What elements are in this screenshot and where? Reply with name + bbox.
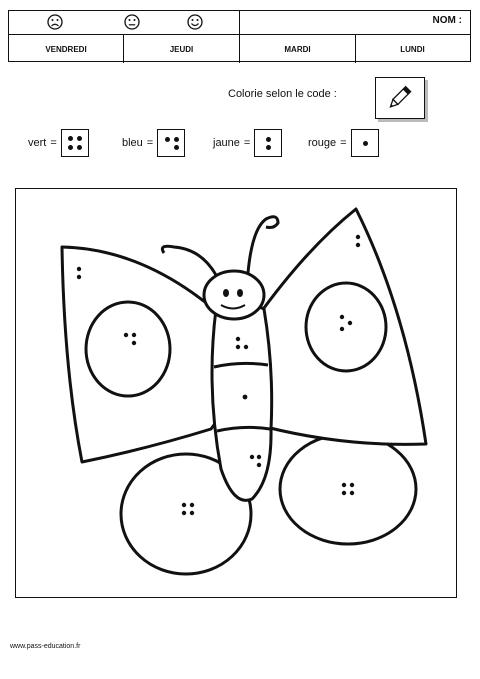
lower-right-wing xyxy=(280,434,416,544)
day-vendredi: VENDREDI xyxy=(9,35,124,63)
name-label: NOM : xyxy=(432,15,462,26)
four-dot-die-icon xyxy=(61,129,89,157)
instruction-text: Colorie selon le code : xyxy=(228,88,337,100)
legend-label: jaune xyxy=(213,137,240,149)
legend-bleu xyxy=(122,128,185,158)
butterfly-body xyxy=(212,303,272,500)
neutral-face-icon xyxy=(124,14,140,30)
equals-sign: = xyxy=(146,137,154,149)
butterfly-drawing xyxy=(16,189,458,599)
right-wing-spot xyxy=(306,283,386,371)
pencil-box xyxy=(375,77,425,119)
day-lundi: LUNDI xyxy=(400,44,425,54)
butterfly-head xyxy=(204,271,264,319)
legend-label: vert xyxy=(28,137,47,149)
legend-rouge xyxy=(308,128,379,158)
header-table xyxy=(8,10,471,62)
legend-label: rouge xyxy=(308,137,337,149)
three-dot-die-icon xyxy=(157,129,185,157)
equals-sign: = xyxy=(50,137,57,149)
header-top-row xyxy=(9,11,470,35)
pencil-icon xyxy=(376,78,424,118)
day-jeudi: JEUDI xyxy=(124,35,240,63)
equals-sign: = xyxy=(243,137,251,149)
left-wing-spot xyxy=(86,302,170,396)
legend-vert xyxy=(28,128,89,158)
coloring-picture-frame xyxy=(15,188,457,598)
evaluation-faces xyxy=(9,11,240,35)
source-footer: www.pass-education.fr xyxy=(10,643,81,650)
legend-jaune xyxy=(213,128,282,158)
equals-sign: = xyxy=(340,137,347,149)
one-dot-die-icon xyxy=(351,129,379,157)
two-dot-die-icon xyxy=(254,129,282,157)
legend-label: bleu xyxy=(122,137,143,149)
happy-face-icon xyxy=(187,14,203,30)
day-mardi: MARDI xyxy=(240,35,356,63)
sad-face-icon xyxy=(47,14,63,30)
